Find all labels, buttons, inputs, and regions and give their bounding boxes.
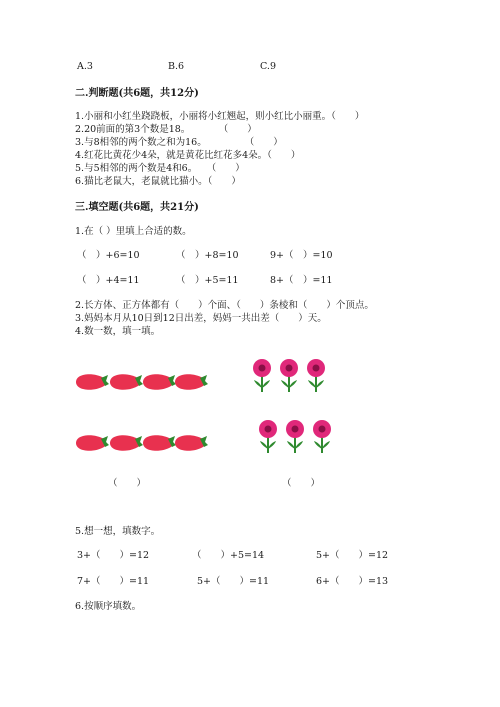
strawberry-icon bbox=[143, 374, 176, 390]
strawberry-icon bbox=[110, 374, 143, 390]
section3-heading: 三.填空题(共6题，共21分) bbox=[75, 202, 199, 213]
judge-item-5: 5.与5相邻的两个数是4和6。 （ ） bbox=[75, 163, 245, 174]
flower-row-1 bbox=[250, 358, 332, 394]
flower-row-2 bbox=[256, 419, 338, 455]
q2-text: 2.长方体、正方体都有（ ）个面、（ ）条棱和（ ）个顶点。 bbox=[75, 300, 374, 311]
option-c: C.9 bbox=[260, 61, 276, 72]
flower-icon bbox=[259, 420, 277, 453]
q1-blank-4: （ ）+4=11 bbox=[77, 275, 140, 286]
option-b: B.6 bbox=[168, 61, 185, 72]
strawberry-icon bbox=[175, 374, 208, 390]
judge-item-4: 4.红花比黄花少4朵，就是黄花比红花多4朵。（ ） bbox=[75, 150, 301, 161]
option-a: A.3 bbox=[77, 61, 93, 72]
strawberry-icon bbox=[76, 435, 109, 451]
q6-title: 6.按顺序填数。 bbox=[75, 601, 142, 612]
strawberry-row-1 bbox=[74, 370, 209, 394]
q5-blank-1: 3+（ ）=12 bbox=[77, 550, 150, 561]
flower-icon bbox=[280, 359, 298, 392]
judge-item-1: 1.小丽和小红坐跷跷板，小丽将小红翘起，则小红比小丽重。（ ） bbox=[75, 111, 365, 122]
q1-blank-3: 9+（ ）=10 bbox=[270, 250, 333, 261]
flower-icon bbox=[286, 420, 304, 453]
q4-answer-left: （ ） bbox=[108, 478, 147, 489]
strawberry-icon bbox=[110, 435, 143, 451]
q1-blank-5: （ ）+5=11 bbox=[176, 275, 239, 286]
strawberry-row-2 bbox=[74, 431, 209, 455]
q1-blank-1: （ ）+6=10 bbox=[77, 250, 140, 261]
q5-blank-5: 5+（ ）=11 bbox=[197, 576, 270, 587]
section2-heading: 二.判断题(共6题，共12分) bbox=[75, 88, 199, 99]
judge-item-2: 2.20前面的第3个数是18。 （ ） bbox=[75, 124, 257, 135]
strawberry-icon bbox=[143, 435, 176, 451]
q5-blank-4: 7+（ ）=11 bbox=[77, 576, 150, 587]
strawberry-icon bbox=[76, 374, 109, 390]
q4-title: 4.数一数，填一填。 bbox=[75, 326, 161, 337]
q5-blank-2: （ ）+5=14 bbox=[192, 550, 265, 561]
q1-title: 1.在（ ）里填上合适的数。 bbox=[75, 226, 192, 237]
q3-text: 3.妈妈本月从10日到12日出差，妈妈一共出差（ ）天。 bbox=[75, 313, 327, 324]
q5-blank-6: 6+（ ）=13 bbox=[316, 576, 389, 587]
flower-icon bbox=[253, 359, 271, 392]
judge-item-6: 6.猫比老鼠大，老鼠就比猫小。（ ） bbox=[75, 176, 241, 187]
q5-title: 5.想一想，填数字。 bbox=[75, 526, 161, 537]
q1-blank-6: 8+（ ）=11 bbox=[270, 275, 333, 286]
flower-icon bbox=[307, 359, 325, 392]
q4-answer-right: （ ） bbox=[282, 478, 321, 489]
q1-blank-2: （ ）+8=10 bbox=[176, 250, 239, 261]
judge-item-3: 3.与8相邻的两个数之和为16。 （ ） bbox=[75, 137, 283, 148]
strawberry-icon bbox=[175, 435, 208, 451]
q5-blank-3: 5+（ ）=12 bbox=[316, 550, 389, 561]
flower-icon bbox=[313, 420, 331, 453]
